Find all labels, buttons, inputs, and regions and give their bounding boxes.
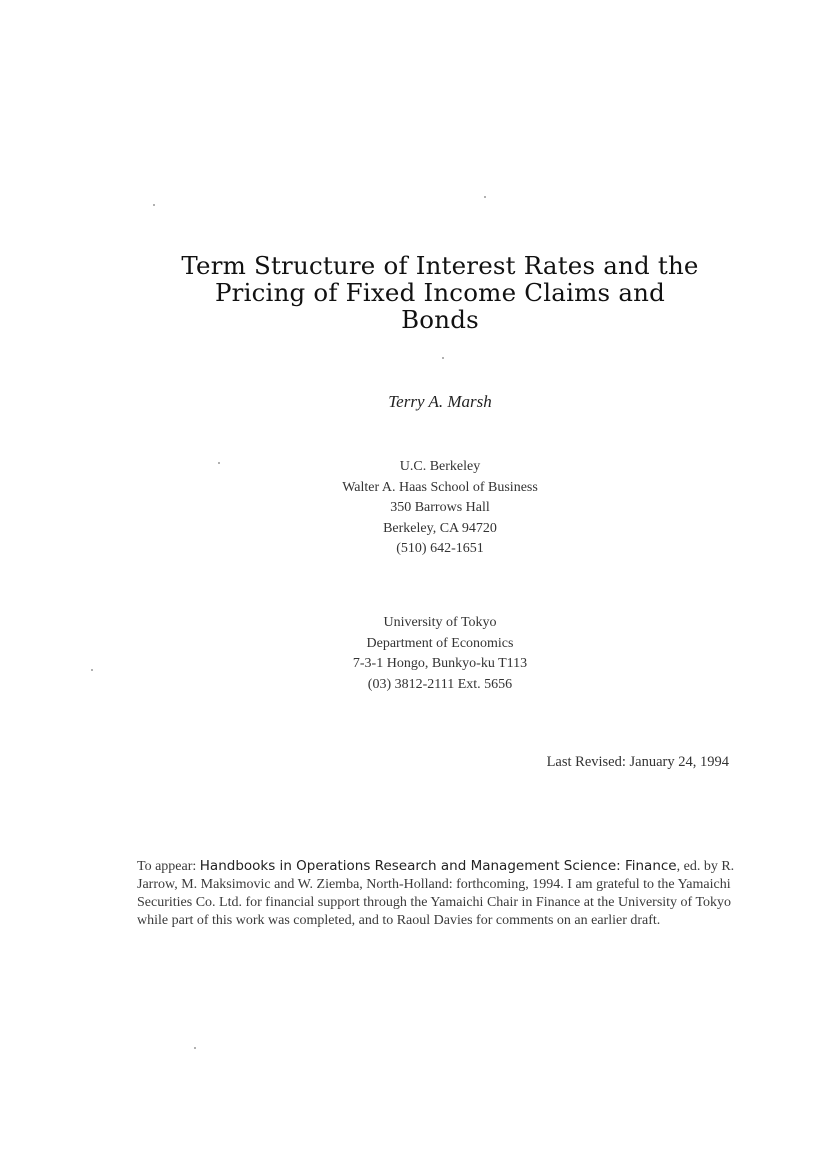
affiliation-tokyo: [0, 613, 827, 695]
author-name: Terry A. Marsh: [388, 392, 492, 411]
affiliation-line: U.C. Berkeley: [399, 459, 481, 474]
last-revised-date: Last Revised: January 24, 1994: [546, 754, 729, 770]
paper-title: [0, 252, 827, 333]
footnote-body: , ed. by R. Jarrow, M. Maksimovic and W. Ziemba, North-Holland: forthcoming, 1994. I am grateful to the Yamaichi Securities Co. Ltd. for financial support through the Yamaichi Chair in Finance at the University of Tokyo while part of this work was completed, and to Raoul Davies for comments on an earlier draft.: [137, 859, 735, 928]
affiliation-line: 350 Barrows Hall: [390, 500, 490, 515]
affiliation-berkeley: [0, 457, 827, 560]
title-line-3: Bonds: [401, 305, 479, 334]
affiliation-line: Walter A. Haas School of Business: [342, 479, 538, 495]
scan-speck: [194, 1047, 196, 1049]
affiliation-line: Department of Economics: [366, 635, 514, 651]
footnote-publication: Handbooks in Operations Research and Management Science: Finance: [199, 858, 677, 874]
title-line-2: Pricing of Fixed Income Claims and: [214, 278, 665, 307]
scan-speck: [442, 357, 444, 359]
affiliation-line: 7-3-1 Hongo, Bunkyo-ku T113: [352, 656, 528, 671]
title-footnote: [137, 857, 737, 930]
affiliation-line: University of Tokyo: [383, 615, 497, 630]
scan-speck: [153, 204, 155, 206]
affiliation-line: (510) 642-1651: [396, 541, 484, 556]
affiliation-line: (03) 3812-2111 Ext. 5656: [367, 676, 513, 692]
affiliation-line: Berkeley, CA 94720: [383, 520, 497, 536]
footnote-prefix: To appear:: [137, 859, 200, 874]
title-line-1: Term Structure of Interest Rates and the: [181, 251, 699, 280]
scan-speck: [484, 196, 486, 198]
